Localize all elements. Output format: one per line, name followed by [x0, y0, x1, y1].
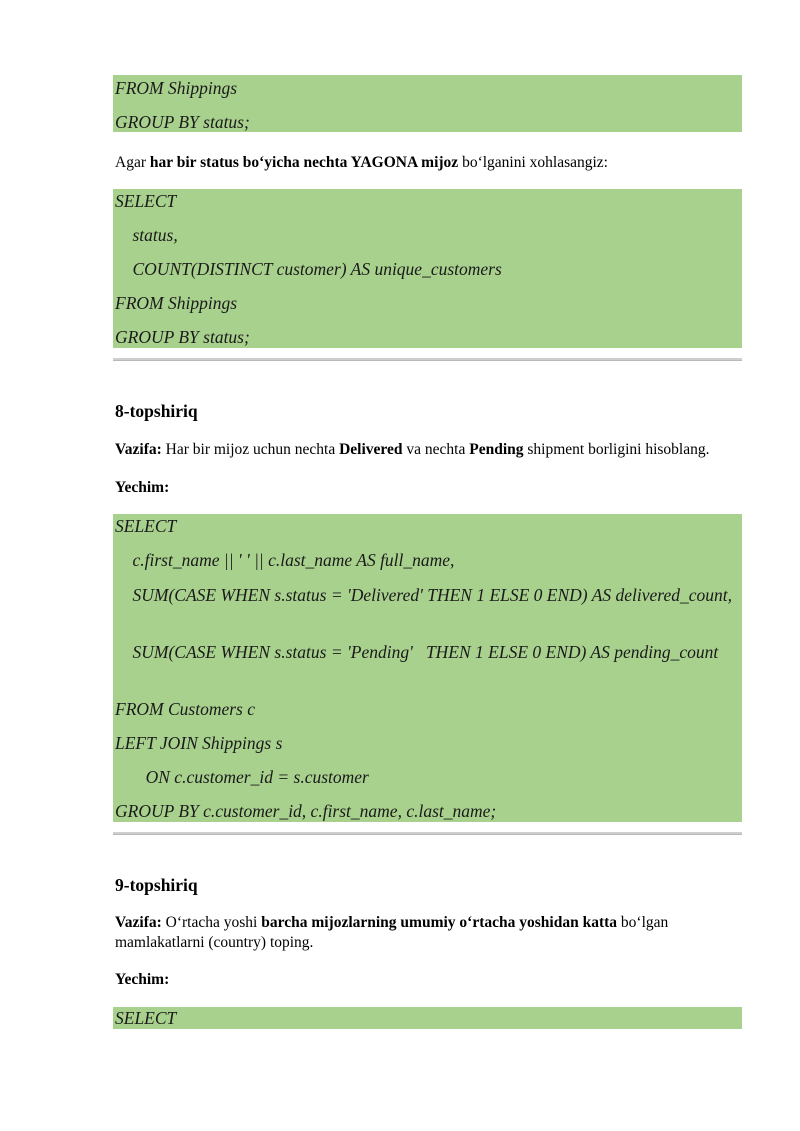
code-line: FROM Shippings: [115, 293, 238, 313]
section-divider: [113, 832, 742, 835]
code-line: SELECT: [115, 516, 177, 536]
code-line: status,: [115, 225, 178, 245]
code-line: SUM(CASE WHEN s.status = 'Delivered' THEN 1 ELSE 0 END) AS delivered_count,: [115, 585, 732, 605]
code-line: c.first_name || ' ' || c.last_name AS full_name,: [115, 550, 455, 570]
yechim-label: [115, 478, 755, 498]
vazifa-label: Vazifa:: [115, 914, 162, 931]
task-description: [115, 440, 755, 460]
yechim-text: Yechim:: [115, 479, 170, 496]
intro-text: Agar: [115, 154, 150, 171]
code-block-group-by-status: [113, 75, 742, 132]
code-line: ON c.customer_id = s.customer: [115, 767, 369, 787]
code-block-unique-customers: [113, 189, 742, 348]
task-bold-text: Pending: [469, 441, 524, 458]
code-block-country-average: [113, 1007, 742, 1029]
code-line: LEFT JOIN Shippings s: [115, 733, 283, 753]
code-block-delivered-pending: [113, 514, 742, 822]
task-bold-text: barcha mijozlarning umumiy o‘rtacha yoshidan katta: [261, 914, 618, 931]
intro-bold-text: har bir status bo‘yicha nechta YAGONA mijoz: [149, 154, 459, 171]
task-text: va nechta: [402, 441, 470, 458]
section-divider: [113, 358, 742, 361]
intro-text: bo‘lganini xohlasangiz:: [458, 154, 608, 171]
task-text: shipment borligini hisoblang.: [523, 441, 710, 458]
task-text: bo‘lgan mamlakatlarni (country) toping.: [115, 914, 669, 951]
section-heading: 9-topshiriq: [115, 875, 198, 895]
task-text: Har bir mijoz uchun nechta: [161, 441, 340, 458]
code-line: GROUP BY c.customer_id, c.first_name, c.last_name;: [115, 801, 497, 821]
section-heading: 8-topshiriq: [115, 401, 198, 421]
task-text: O‘rtacha yoshi: [161, 914, 262, 931]
code-line: SUM(CASE WHEN s.status = 'Pending' THEN 1 ELSE 0 END) AS pending_count: [115, 642, 719, 662]
yechim-label: [115, 970, 755, 990]
code-line: SELECT: [115, 191, 177, 211]
code-line: SELECT: [115, 1008, 177, 1028]
task-description: [115, 913, 715, 953]
yechim-text: Yechim:: [115, 971, 170, 988]
code-line: FROM Shippings: [115, 78, 238, 98]
vazifa-label: Vazifa:: [115, 441, 162, 458]
task-bold-text: Delivered: [339, 441, 403, 458]
code-line: GROUP BY status;: [115, 327, 250, 347]
code-line: GROUP BY status;: [115, 112, 250, 132]
code-line: FROM Customers c: [115, 699, 255, 719]
code-line: COUNT(DISTINCT customer) AS unique_customers: [115, 259, 502, 279]
intro-paragraph: [115, 153, 755, 173]
